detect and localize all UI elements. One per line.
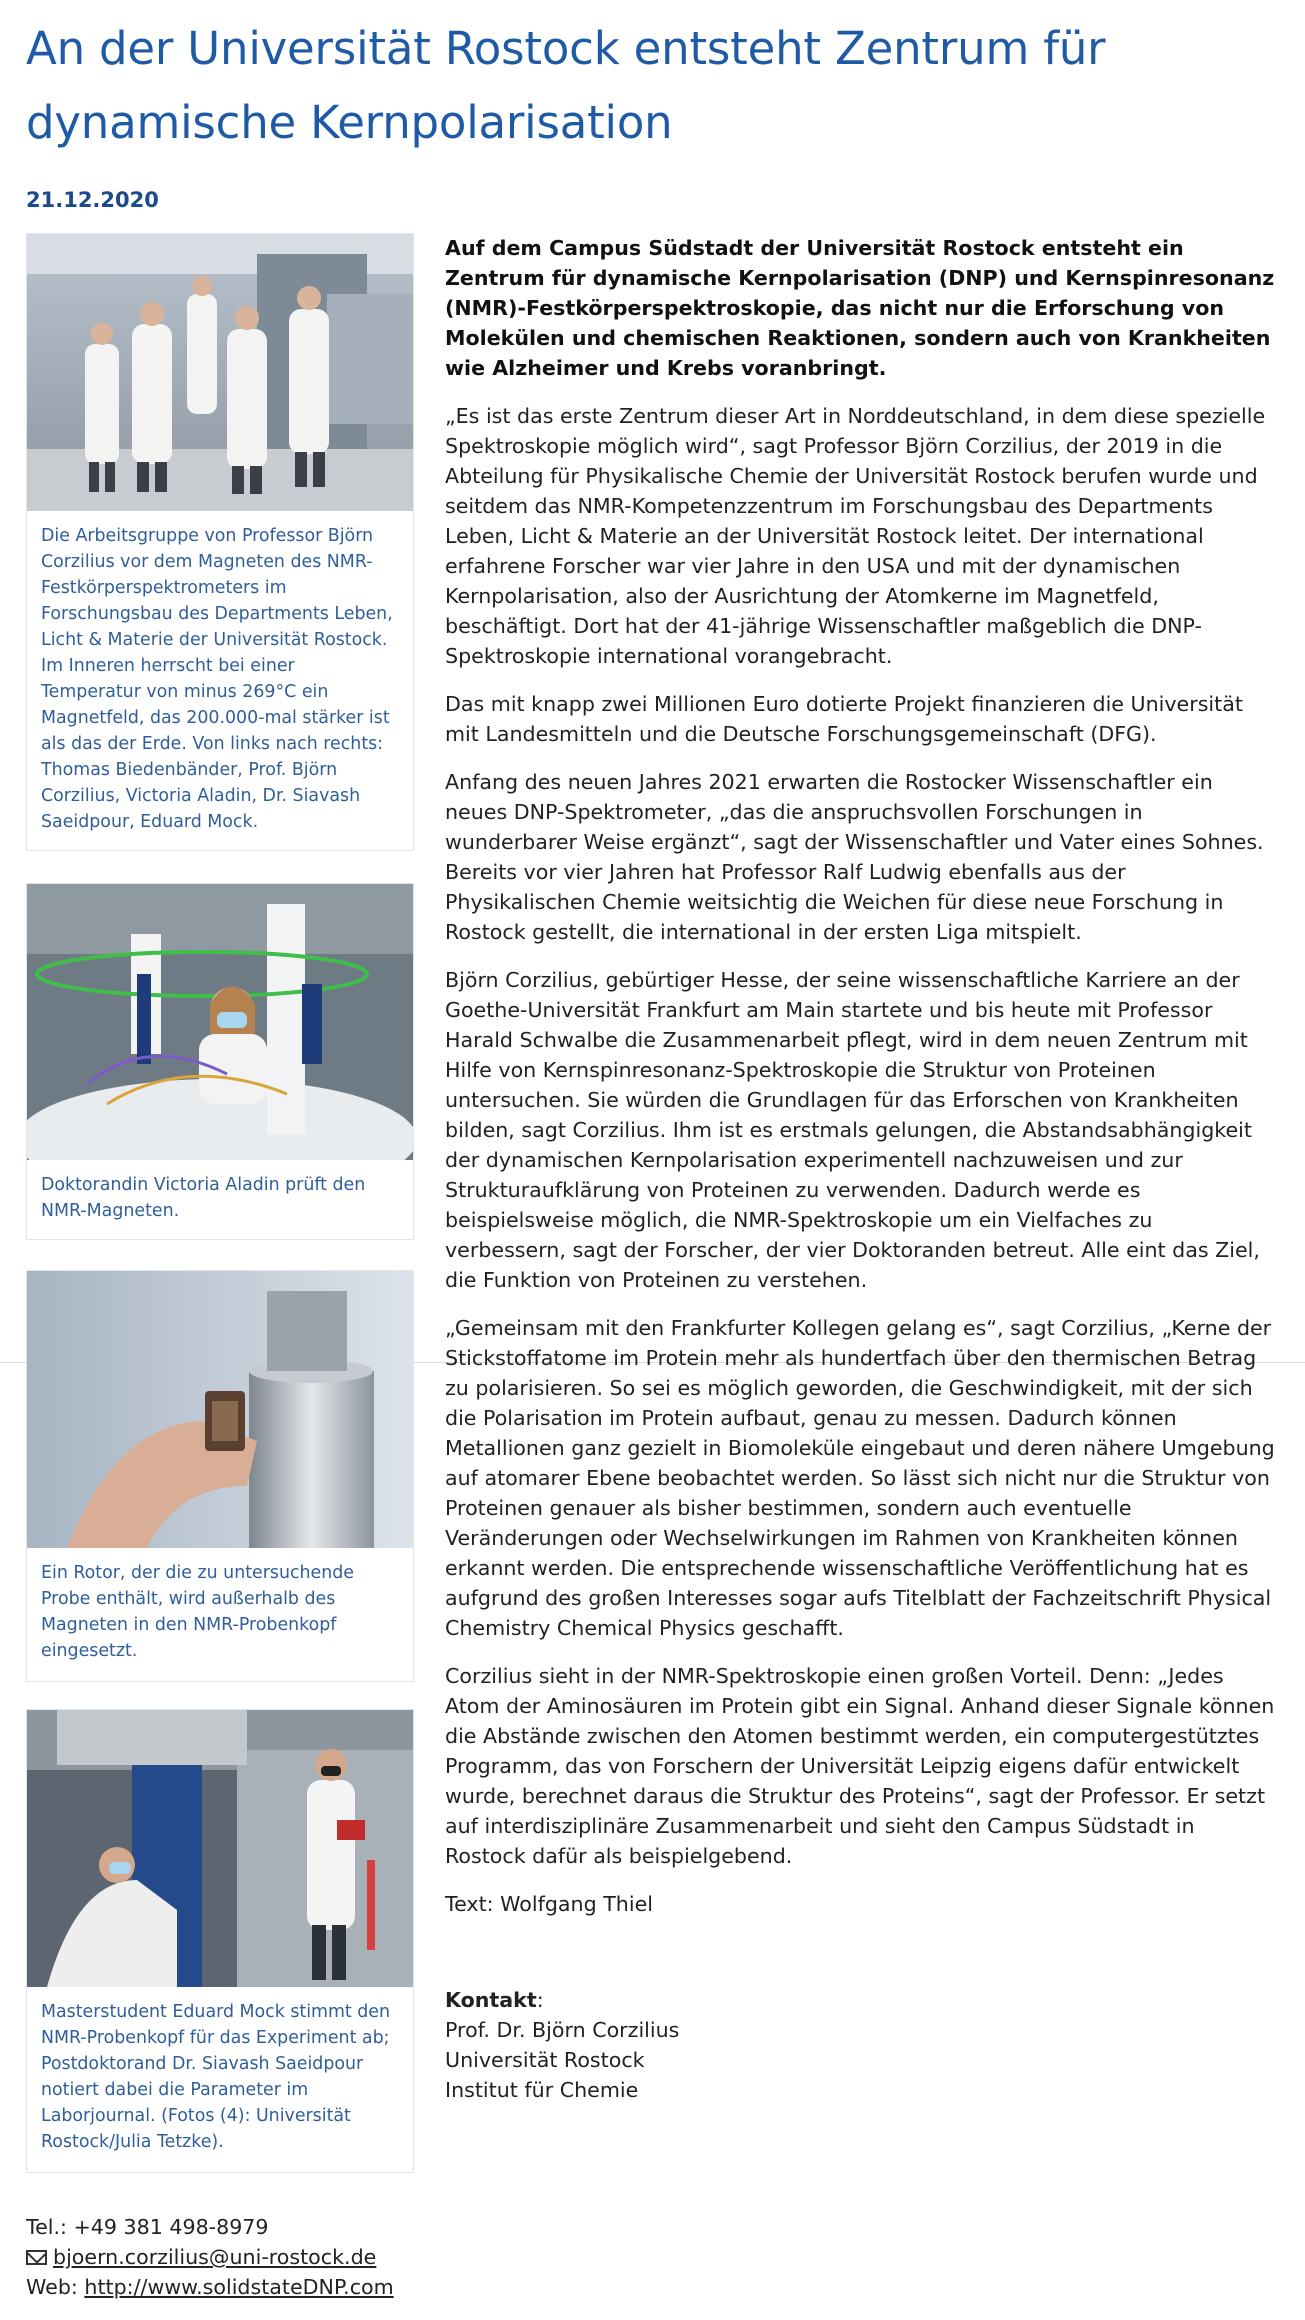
email-line	[26, 2242, 394, 2272]
figure-4	[26, 1709, 414, 2173]
contact-footer	[26, 2212, 394, 2302]
article-lead: Auf dem Campus Südstadt der Universität Rostock entsteht ein Zentrum für dynamische Kernpolarisation (DNP) und Kernspinresonanz (NMR)-Festkörperspektroskopie, das nicht nur die Erforschung von Molekülen und chemischen Reaktionen, sondern auch von Krankheiten wie Alzheimer und Krebs voranbringt.	[445, 236, 1275, 380]
contact-heading	[445, 1985, 1277, 2015]
article-paragraph: „Es ist das erste Zentrum dieser Art in Norddeutschland, in dem diese spezielle Spektroskopie möglich wird“, sagt Professor Björn Corzilius, der 2019 in die Abteilung für Physikalische Chemie der Universität Rostock berufen wurde und seitdem das NMR-Kompetenzzentrum im Forschungsbau des Departments Leben, Licht & Materie an der Universität Rostock leitet. Der international erfahrene Forscher war vier Jahre in den USA und mit der dynamischen Kernpolarisation, also der Ausrichtung der Atomkerne im Magnetfeld, beschäftigt. Dort hat der 41-jährige Wissenschaftler maßgeblich die DNP-Spektroskopie international vorangebracht.	[445, 404, 1266, 668]
figure-3	[26, 1270, 414, 1682]
phone-number: Tel.: +49 381 498-8979	[26, 2215, 269, 2239]
figure-4-caption: Masterstudent Eduard Mock stimmt den NMR-Probenkopf für das Experiment ab; Postdoktorand Dr. Siavash Saeidpour notiert dabei die Parameter im Laborjournal. (Fotos (4): Universität Rostock/Julia Tetzke).	[41, 2002, 391, 2152]
photo-research-group[interactable]	[27, 234, 413, 511]
contact-colon: :	[536, 1988, 544, 2012]
photo-doctoral-student[interactable]	[27, 884, 413, 1160]
article-paragraph: Anfang des neuen Jahres 2021 erwarten die Rostocker Wissenschaftler ein neues DNP-Spektrometer, „das die anspruchsvollen Forschungen in wunderbarer Weise ergänzt“, sagt der Wissenschaftler und Vater eines Sohnes. Bereits vor vier Jahren hat Professor Ralf Ludwig ebenfalls aus der Physikalischen Chemie weitsichtig die Weichen für diese neue Forschung in Rostock gestellt, die international in der ersten Liga mitspielt.	[445, 770, 1264, 944]
article-paragraph: Corzilius sieht in der NMR-Spektroskopie einen großen Vorteil. Denn: „Jedes Atom der Aminosäuren im Protein gibt ein Signal. Anhand dieser Signale können die Abstände zwischen den Atomen bestimmt werden, ein computergestütztes Programm, das von Forschern der Universität Leipzig eigens dafür entwickelt wurde, berechnet daraus die Struktur des Proteins“, sagt der Professor. Er setzt auf interdisziplinäre Zusammenarbeit und sieht den Campus Südstadt in Rostock dafür als beispielgebend.	[445, 1664, 1275, 1868]
contact-institute: Institut für Chemie	[445, 2078, 639, 2102]
envelope-icon	[26, 2250, 47, 2265]
article-title: An der Universität Rostock entsteht Zentrum für dynamische Kernpolarisation	[26, 22, 1106, 149]
figure-2-caption: Doktorandin Victoria Aladin prüft den NMR-Magneten.	[41, 1175, 366, 1221]
article-date: 21.12.2020	[26, 188, 159, 212]
contact-block	[445, 1985, 1277, 2105]
email-link[interactable]: bjoern.corzilius@uni-rostock.de	[53, 2245, 377, 2269]
article-author: Text: Wolfgang Thiel	[445, 1892, 653, 1916]
article-paragraph: Björn Corzilius, gebürtiger Hesse, der seine wissenschaftliche Karriere an der Goethe-Universität Frankfurt am Main startete und bis heute mit Professor Harald Schwalbe die Zusammenarbeit pflegt, wird in dem neuen Zentrum mit Hilfe von Kernspinresonanz-Spektroskopie die Struktur von Proteinen untersuchen. Sie würden die Grundlagen für das Erforschen von Krankheiten bilden, sagt Corzilius. Ihm ist es erstmals gelungen, die Abstandsabhängigkeit der dynamischen Kernpolarisation experimentell nachzuweisen und zur Strukturaufklärung von Proteinen zu verwenden. Dadurch werde es beispielsweise möglich, die NMR-Spektroskopie um ein Vielfaches zu verbessern, sagt der Forscher, der vier Doktoranden betreut. Alle eint das Ziel, die Funktion von Proteinen zu verstehen.	[445, 968, 1260, 1292]
contact-name: Prof. Dr. Björn Corzilius	[445, 2018, 680, 2042]
contact-label: Kontakt	[445, 1988, 537, 2012]
figure-2	[26, 883, 414, 1240]
figure-3-caption: Ein Rotor, der die zu untersuchende Probe enthält, wird außerhalb des Magneten in den NMR-Probenkopf eingesetzt.	[41, 1563, 355, 1661]
web-line	[26, 2272, 394, 2302]
article-paragraph: Das mit knapp zwei Millionen Euro dotierte Projekt finanzieren die Universität mit Landesmitteln und die Deutsche Forschungsgemeinschaft (DFG).	[445, 692, 1243, 746]
photo-master-student[interactable]	[27, 1710, 413, 1987]
figure-1-caption: Die Arbeitsgruppe von Professor Björn Corzilius vor dem Magneten des NMR-Festkörperspektrometers im Forschungsbau des Departments Leben, Licht & Materie der Universität Rostock. Im Inneren herrscht bei einer Temperatur von minus 269°C ein Magnetfeld, das 200.000-mal stärker ist als das der Erde. Von links nach rechts: Thomas Biedenbänder, Prof. Björn Corzilius, Victoria Aladin, Dr. Siavash Saeidpour, Eduard Mock.	[41, 526, 393, 832]
article-body	[445, 233, 1277, 2105]
article-paragraph: „Gemeinsam mit den Frankfurter Kollegen gelang es“, sagt Corzilius, „Kerne der Stickstoffatome im Protein mehr als hundertfach über den thermischen Betrag zu polarisieren. So sei es möglich geworden, die Geschwindigkeit, mit der sich die Polarisation im Protein aufbaut, genau zu messen. Dadurch können Metallionen ganz gezielt in Biomoleküle eingebaut und deren nähere Umgebung auf atomarer Ebene beobachtet werden. So lässt sich nicht nur die Struktur von Proteinen genauer als bisher bestimmen, sondern auch eventuelle Veränderungen oder Wechselwirkungen im Rahmen von Krankheiten können erkannt werden. Die entsprechende wissenschaftliche Veröffentlichung hat es aufgrund des großen Interesses sogar aufs Titelblatt der Fachzeitschrift Physical Chemistry Chemical Physics geschafft.	[445, 1316, 1275, 1640]
figure-1	[26, 233, 414, 851]
web-label: Web:	[26, 2275, 78, 2299]
contact-university: Universität Rostock	[445, 2048, 645, 2072]
web-link[interactable]: http://www.solidstateDNP.com	[84, 2275, 394, 2299]
photo-rotor[interactable]	[27, 1271, 413, 1548]
